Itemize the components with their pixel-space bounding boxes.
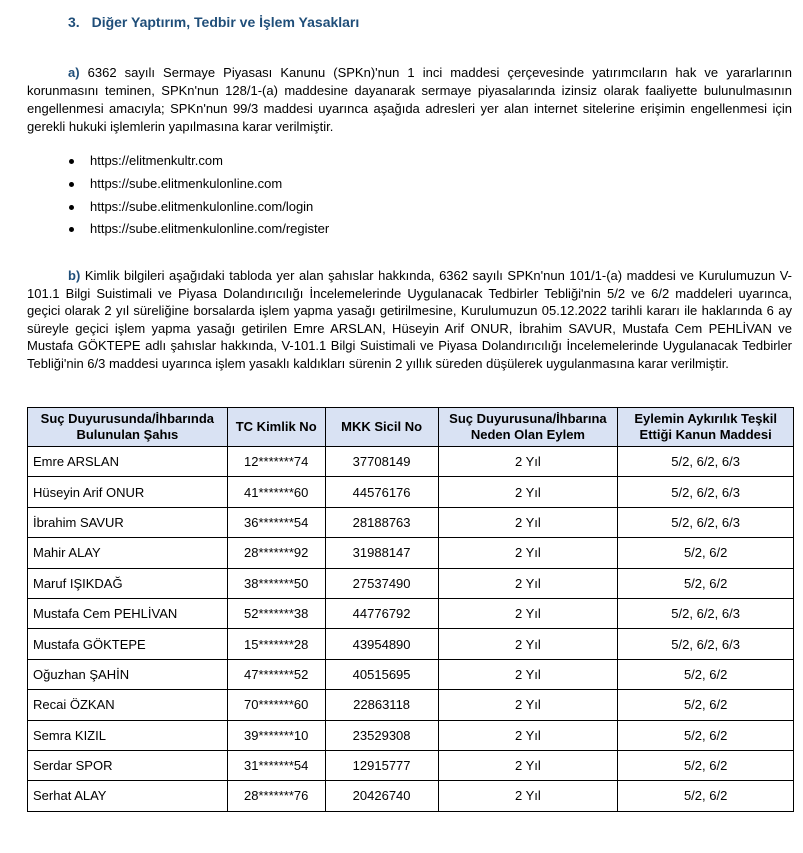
cell-person: Mustafa GÖKTEPE — [28, 629, 228, 659]
cell-law-article: 5/2, 6/2 — [618, 781, 794, 811]
cell-action: 2 Yıl — [438, 568, 618, 598]
cell-tc-id: 47*******52 — [227, 659, 325, 689]
paragraph-b-text: Kimlik bilgileri aşağıdaki tabloda yer alan şahıslar hakkında, 6362 sayılı SPKn'nun 101/1-(a) maddesi ve Kurulumuzun V-101.1 Bilgi Suistimali ve Piyasa Dolandırıcılığı İncelemelerinde Uygulanacak Tedbirler Tebliği'nin 5/2 ve 6/2 maddeleri uyarınca, geçici olarak 2 yıl süreliğine borsalarda işlem yapma yasağı getirilmesine, Kurulumuzun 05.12.2022 tarihli kararı ile haklarında 6 ay süreyle geçici işlem yapma yasağı getirilen Emre ARSLAN, Hüseyin Arif ONUR, İbrahim SAVUR, Mustafa Cem PEHLİVAN ve Mustafa GÖKTEPE adlı şahıslar hakkında, V-101.1 Bilgi Suistimali ve Piyasa Dolandırıcılığı İncelemelerinde Uygulanacak Tedbirler Tebliği'nin 6/3 maddesi uyarınca işlem yasaklı kaldıkları sürenin 2 yıllık süreden düşülerek uygulanmasına karar verilmiştir. — [27, 268, 792, 371]
cell-law-article: 5/2, 6/2 — [618, 659, 794, 689]
bullet-icon — [69, 182, 74, 187]
cell-person: İbrahim SAVUR — [28, 507, 228, 537]
cell-mkk-no: 43954890 — [325, 629, 438, 659]
cell-tc-id: 36*******54 — [227, 507, 325, 537]
cell-person: Serhat ALAY — [28, 781, 228, 811]
blocked-url: https://sube.elitmenkulonline.com — [90, 175, 283, 191]
table-row — [28, 477, 794, 507]
list-item — [66, 150, 329, 173]
header-mkk-no: MKK Sicil No — [325, 408, 438, 447]
table-row — [28, 720, 794, 750]
cell-person: Oğuzhan ŞAHİN — [28, 659, 228, 689]
section-heading — [68, 14, 359, 30]
cell-law-article: 5/2, 6/2, 6/3 — [618, 598, 794, 628]
cell-mkk-no: 40515695 — [325, 659, 438, 689]
cell-person: Emre ARSLAN — [28, 447, 228, 477]
cell-law-article: 5/2, 6/2, 6/3 — [618, 477, 794, 507]
cell-action: 2 Yıl — [438, 447, 618, 477]
header-law-article: Eylemin Aykırılık Teşkil Ettiği Kanun Maddesi — [618, 408, 794, 447]
paragraph-a-text: 6362 sayılı Sermaye Piyasası Kanunu (SPKn)'nun 1 inci maddesi çerçevesinde yatırımcıların hak ve yararlarının korunmasını teminen, SPKn'nun 128/1-(a) maddesine dayanarak sermaye piyasalarında izinsiz olarak faaliyette bulunulmasının engellenmesi amacıyla; SPKn'nun 99/3 maddesi uyarınca aşağıda adresleri yer alan internet sitelerine erişimin engellenmesi için gerekli hukuki işlemlerin yapılmasına karar verilmiştir. — [27, 65, 792, 134]
cell-tc-id: 70*******60 — [227, 690, 325, 720]
cell-tc-id: 52*******38 — [227, 598, 325, 628]
cell-action: 2 Yıl — [438, 690, 618, 720]
paragraph-b-label: b) — [68, 268, 81, 283]
bullet-icon — [69, 227, 74, 232]
cell-law-article: 5/2, 6/2 — [618, 720, 794, 750]
cell-person: Serdar SPOR — [28, 750, 228, 780]
cell-action: 2 Yıl — [438, 507, 618, 537]
table-row — [28, 750, 794, 780]
cell-tc-id: 12*******74 — [227, 447, 325, 477]
header-tc-id: TC Kimlik No — [227, 408, 325, 447]
cell-mkk-no: 27537490 — [325, 568, 438, 598]
cell-tc-id: 31*******54 — [227, 750, 325, 780]
paragraph-b — [27, 267, 792, 372]
cell-law-article: 5/2, 6/2, 6/3 — [618, 447, 794, 477]
table-row — [28, 690, 794, 720]
cell-action: 2 Yıl — [438, 750, 618, 780]
table-row — [28, 598, 794, 628]
table-row — [28, 781, 794, 811]
cell-person: Hüseyin Arif ONUR — [28, 477, 228, 507]
list-item — [66, 218, 329, 241]
blocked-url-list — [66, 150, 329, 241]
cell-person: Mustafa Cem PEHLİVAN — [28, 598, 228, 628]
table-row — [28, 507, 794, 537]
header-action: Suç Duyurusuna/İhbarına Neden Olan Eylem — [438, 408, 618, 447]
cell-law-article: 5/2, 6/2, 6/3 — [618, 507, 794, 537]
header-person: Suç Duyurusunda/İhbarında Bulunulan Şahıs — [28, 408, 228, 447]
cell-mkk-no: 12915777 — [325, 750, 438, 780]
list-item — [66, 196, 329, 219]
cell-law-article: 5/2, 6/2 — [618, 690, 794, 720]
cell-tc-id: 38*******50 — [227, 568, 325, 598]
cell-tc-id: 41*******60 — [227, 477, 325, 507]
cell-action: 2 Yıl — [438, 598, 618, 628]
cell-action: 2 Yıl — [438, 720, 618, 750]
cell-person: Recai ÖZKAN — [28, 690, 228, 720]
blocked-url: https://sube.elitmenkulonline.com/register — [90, 221, 330, 237]
cell-law-article: 5/2, 6/2 — [618, 750, 794, 780]
cell-tc-id: 15*******28 — [227, 629, 325, 659]
blocked-url: https://sube.elitmenkulonline.com/login — [90, 198, 314, 214]
sanctioned-persons-table — [27, 407, 794, 812]
cell-mkk-no: 37708149 — [325, 447, 438, 477]
paragraph-a — [27, 64, 792, 136]
section-title: Diğer Yaptırım, Tedbir ve İşlem Yasakları — [91, 14, 360, 30]
list-item — [66, 173, 329, 196]
cell-tc-id: 39*******10 — [227, 720, 325, 750]
cell-law-article: 5/2, 6/2 — [618, 568, 794, 598]
cell-mkk-no: 44776792 — [325, 598, 438, 628]
cell-tc-id: 28*******92 — [227, 538, 325, 568]
blocked-url: https://elitmenkultr.com — [90, 153, 223, 168]
cell-law-article: 5/2, 6/2, 6/3 — [618, 629, 794, 659]
cell-person: Mahir ALAY — [28, 538, 228, 568]
section-number: 3. — [68, 14, 80, 30]
cell-person: Semra KIZIL — [28, 720, 228, 750]
cell-mkk-no: 28188763 — [325, 507, 438, 537]
cell-law-article: 5/2, 6/2 — [618, 538, 794, 568]
cell-mkk-no: 20426740 — [325, 781, 438, 811]
table-header-row — [28, 408, 794, 447]
cell-mkk-no: 23529308 — [325, 720, 438, 750]
bullet-icon — [69, 159, 74, 164]
table-row — [28, 568, 794, 598]
table-row — [28, 629, 794, 659]
cell-mkk-no: 31988147 — [325, 538, 438, 568]
cell-action: 2 Yıl — [438, 659, 618, 689]
cell-mkk-no: 44576176 — [325, 477, 438, 507]
cell-action: 2 Yıl — [438, 477, 618, 507]
cell-person: Maruf IŞIKDAĞ — [28, 568, 228, 598]
table-row — [28, 447, 794, 477]
cell-tc-id: 28*******76 — [227, 781, 325, 811]
paragraph-a-label: a) — [68, 65, 80, 80]
cell-action: 2 Yıl — [438, 781, 618, 811]
cell-mkk-no: 22863118 — [325, 690, 438, 720]
cell-action: 2 Yıl — [438, 629, 618, 659]
table-row — [28, 659, 794, 689]
table-row — [28, 538, 794, 568]
cell-action: 2 Yıl — [438, 538, 618, 568]
bullet-icon — [69, 205, 74, 210]
